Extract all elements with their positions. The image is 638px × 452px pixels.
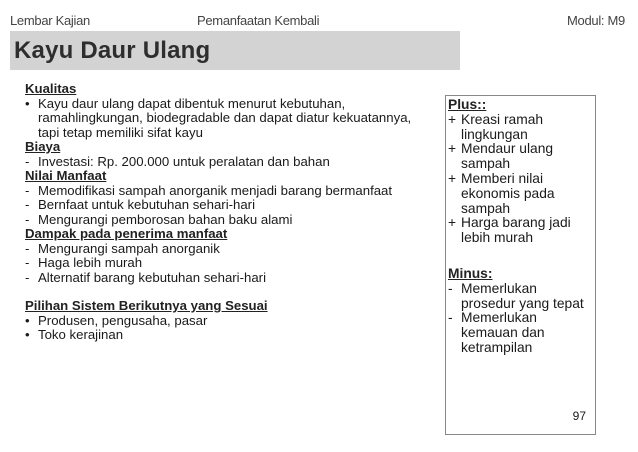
bullet-marker: • xyxy=(25,327,30,342)
list-item: - Alternatif barang kebutuhan sehari-hari xyxy=(25,269,266,285)
list-item: - Mengurangi pemborosan bahan baku alami xyxy=(25,211,293,227)
dash-marker: - xyxy=(448,280,453,296)
list-item: + Kreasi ramah lingkungan xyxy=(448,111,544,142)
dash-marker: - xyxy=(25,240,30,256)
dash-marker: - xyxy=(25,211,30,227)
list-item: • Toko kerajinan xyxy=(25,327,124,342)
list-item: - Investasi: Rp. 200.000 untuk peralatan dan bahan xyxy=(25,153,330,169)
list-item: - Memodifikasi sampah anorganik menjadi barang bermanfaat xyxy=(25,182,393,198)
bullet-marker: • xyxy=(25,95,30,111)
list-item: • Kayu daur ulang dapat dibentuk menurut kebutuhan, ramahlingkungan, biodegradable dan dapat diatur kekuatannya, tapi tetap memiliki sifat kayu xyxy=(25,95,412,140)
left-content xyxy=(25,82,435,343)
plus-minus-box xyxy=(445,95,596,435)
header-module: Modul: M9 xyxy=(567,13,625,28)
header-topic: Pemanfaatan Kembali xyxy=(197,13,320,28)
header-lembar-kajian: Lembar Kajian xyxy=(10,13,90,28)
dash-marker: - xyxy=(448,310,453,326)
spacer xyxy=(25,285,435,299)
list-item: + Harga barang jadi lebih murah xyxy=(448,215,571,246)
dash-marker: - xyxy=(25,153,30,169)
title-bar xyxy=(10,31,460,70)
list-item: - Haga lebih murah xyxy=(25,255,143,270)
dash-marker: - xyxy=(25,255,30,270)
list-item: - Memerlukan kemauan dan ketrampilan xyxy=(448,310,545,355)
heading-pilihan-sistem: Pilihan Sistem Berikutnya yang Sesuai xyxy=(25,298,268,313)
heading-plus: Plus:: xyxy=(448,97,487,112)
list-item: - Memerlukan prosedur yang tepat xyxy=(448,280,584,311)
spacer xyxy=(448,246,595,267)
plus-marker: + xyxy=(448,170,457,186)
heading-minus: Minus: xyxy=(448,265,493,281)
plus-marker: + xyxy=(448,215,457,231)
list-item: - Bernfaat untuk kebutuhan sehari-hari xyxy=(25,197,256,212)
heading-nilai-manfaat: Nilai Manfaat xyxy=(25,168,107,183)
heading-kualitas: Kualitas xyxy=(25,81,77,96)
list-item: - Mengurangi sampah anorganik xyxy=(25,240,220,256)
list-item: + Memberi nilai ekonomis pada sampah xyxy=(448,170,555,216)
list-item: + Mendaur ulang sampah xyxy=(448,141,554,172)
plus-marker: + xyxy=(448,111,457,127)
heading-biaya: Biaya xyxy=(25,139,61,154)
list-item: • Produsen, pengusaha, pasar xyxy=(25,312,208,328)
heading-dampak: Dampak pada penerima manfaat xyxy=(25,226,228,241)
dash-marker: - xyxy=(25,197,30,212)
dash-marker: - xyxy=(25,269,30,285)
plus-marker: + xyxy=(448,141,457,157)
dash-marker: - xyxy=(25,182,30,198)
page-title: Kayu Daur Ulang xyxy=(14,36,211,64)
page-number: 97 xyxy=(572,409,586,424)
bullet-marker: • xyxy=(25,312,30,328)
